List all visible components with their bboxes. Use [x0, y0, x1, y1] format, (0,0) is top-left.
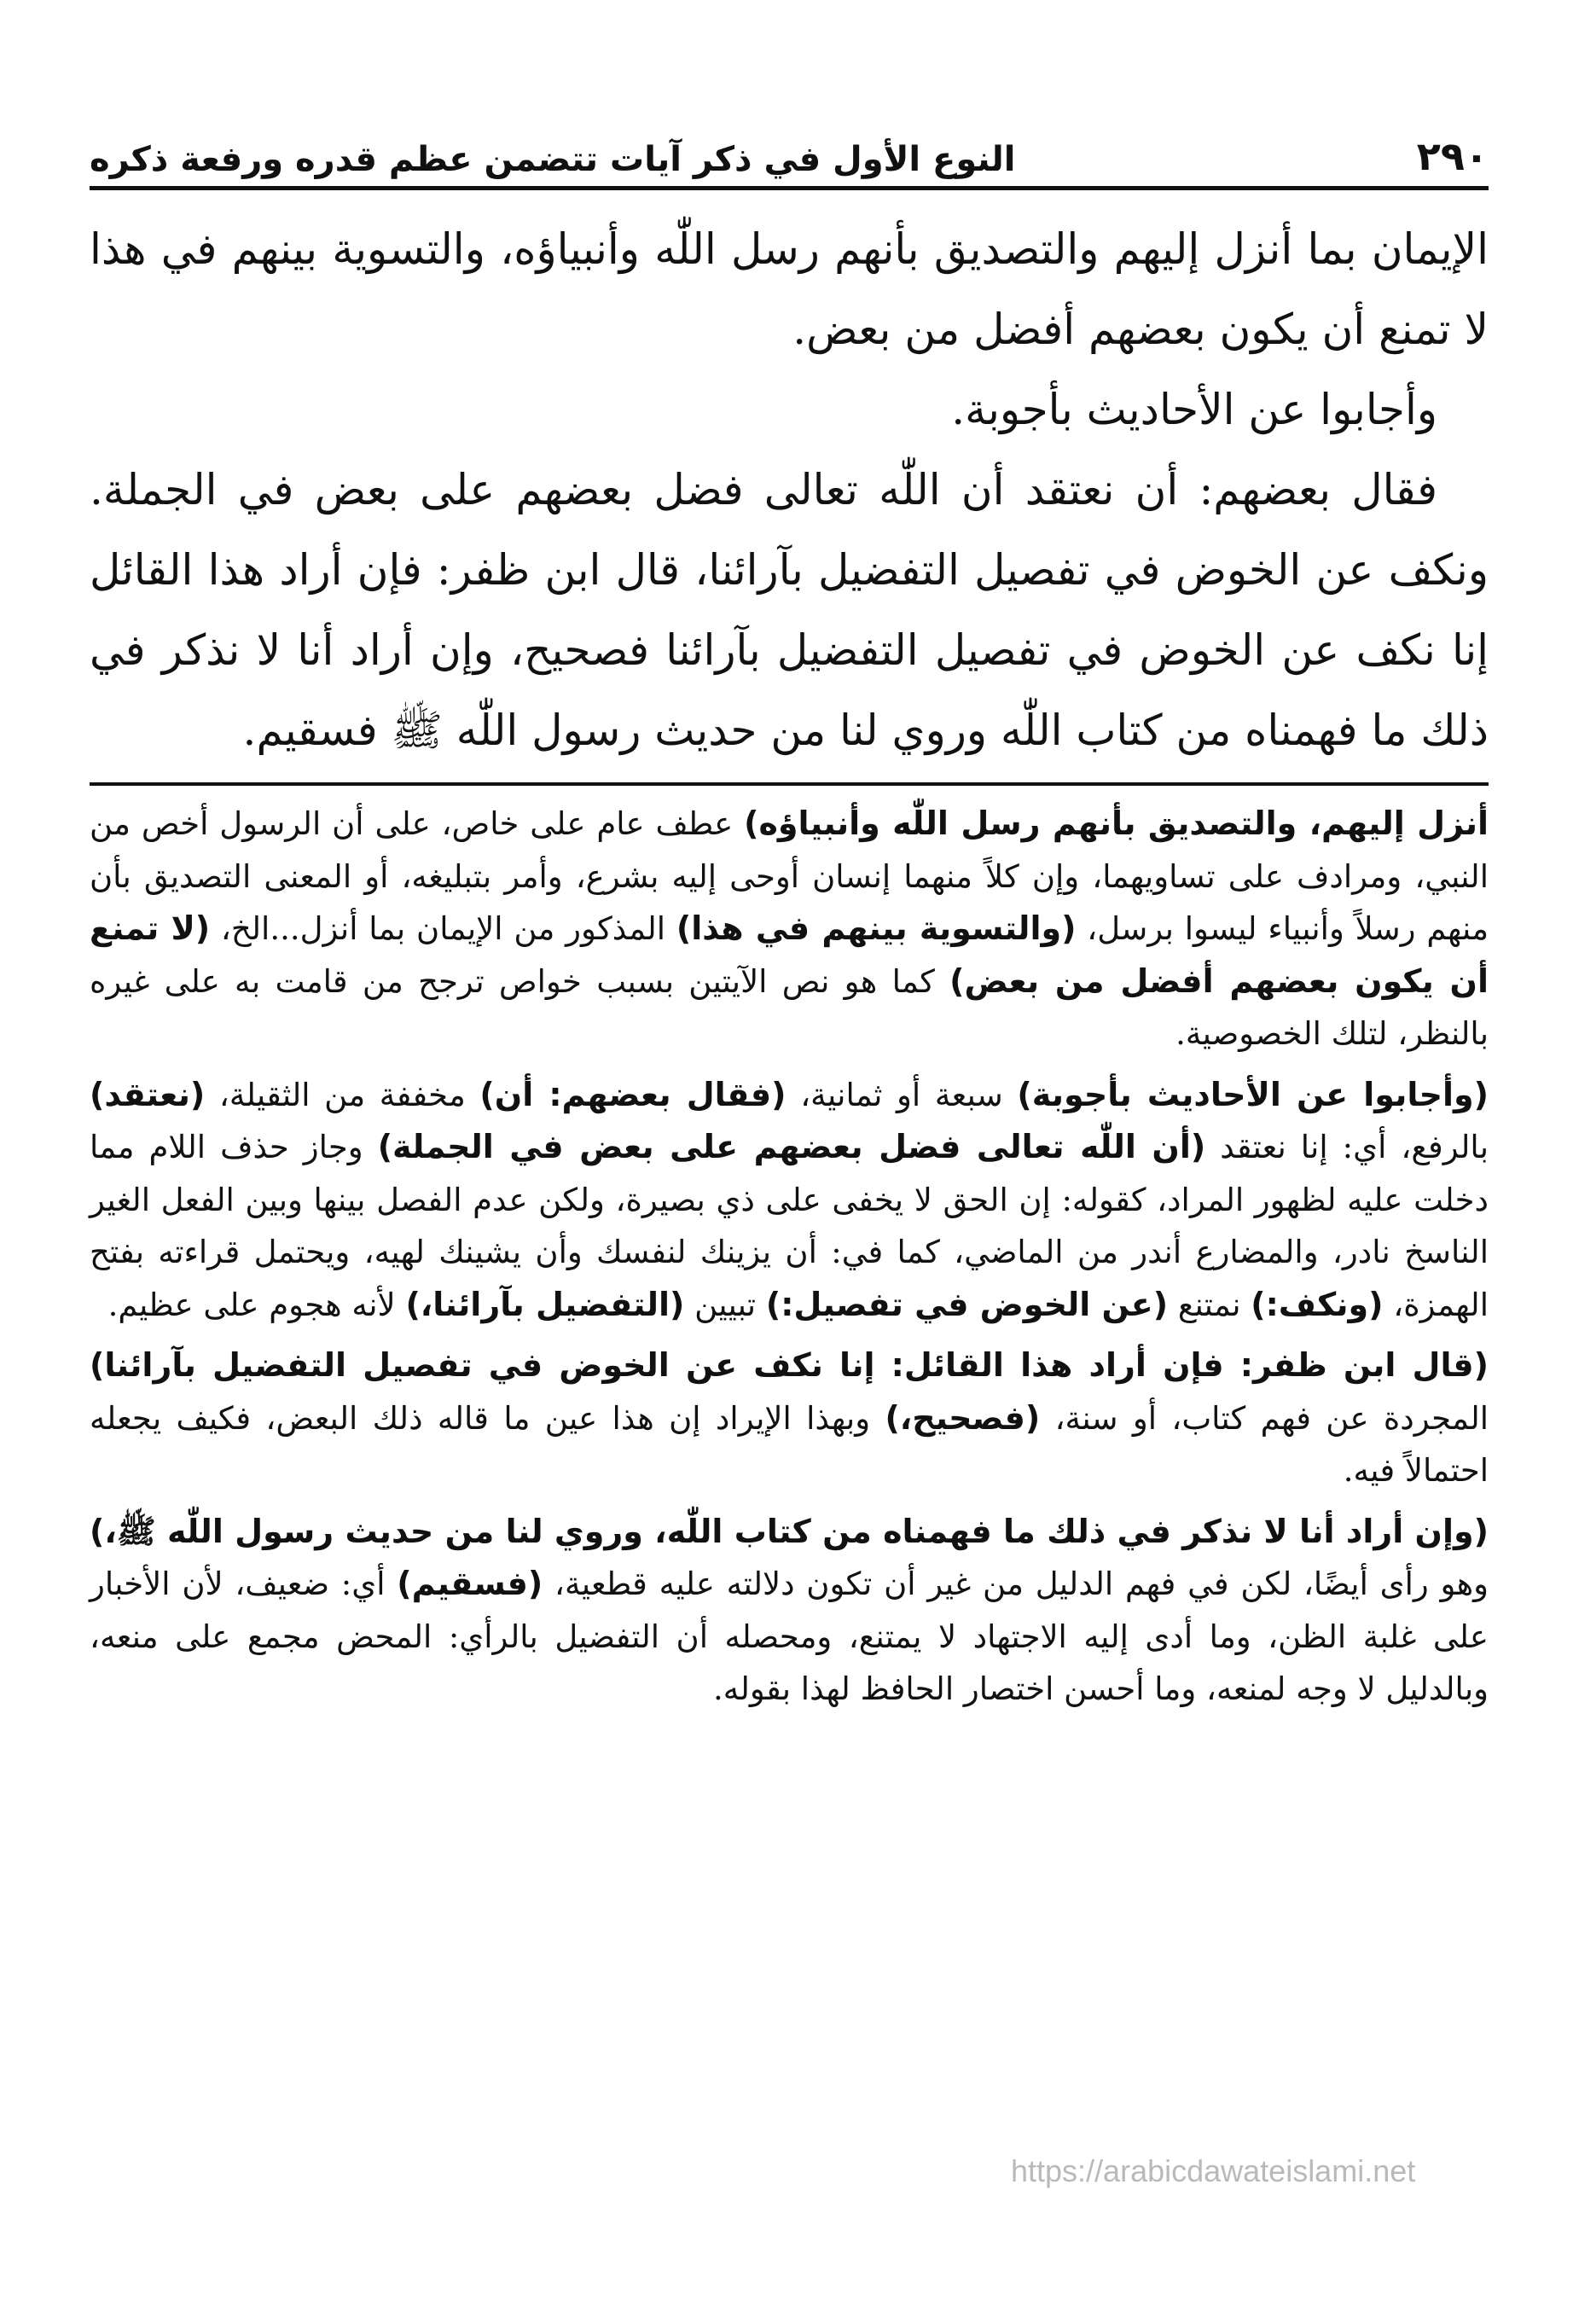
commentary-text: مخففة من الثقيلة،: [205, 1076, 480, 1113]
commentary-paragraph-3: [90, 1339, 1489, 1497]
commentary-text: تبيين: [684, 1286, 766, 1323]
quoted-text: (فسقيم): [397, 1565, 543, 1602]
commentary-text: كما هو نص الآيتين بسبب خواص ترجح من قامت به على غيره بالنظر، لتلك الخصوصية.: [90, 962, 1489, 1052]
quoted-text: (قال ابن ظفر: فإن أراد هذا القائل: إنا نكف عن الخوض في تفصيل التفضيل بآرائنا): [90, 1346, 1489, 1384]
quoted-text: أنزل إليهم، والتصديق بأنهم رسل اللّٰه وأنبياؤه): [744, 805, 1489, 842]
commentary-paragraph-4: [90, 1506, 1489, 1716]
commentary-text: عطف عام على خاص، على أن الرسول أخص من النبي، ومرادف على تساويهما، وإن كلاً منهما إنسان أوحى إليه بشرع، وأمر بتبليغه، أو المعنى التصديق بأن منهم رسلاً وأنبياء ليسوا برسل،: [90, 805, 1489, 947]
commentary-text: وهو رأى أيضًا، لكن في فهم الدليل من غير أن تكون دلالته عليه قطعية،: [543, 1566, 1489, 1602]
quoted-text: (فقال بعضهم: أن): [479, 1075, 786, 1113]
commentary-text: أي: ضعيف، لأن الأخبار على غلبة الظن، وما أدى إليه الاجتهاد لا يمتنع، ومحصله أن التفضيل بالرأي: المحض مجمع على منعه، وبالدليل لا وجه لمنعه، وما أحسن اختصار الحافظ لهذا بقوله.: [90, 1566, 1489, 1707]
commentary-section: [90, 798, 1489, 1716]
page-number: ٢٩٠: [1416, 133, 1489, 179]
main-paragraph-3: فقال بعضهم: أن نعتقد أن اللّٰه تعالى فضل بعضهم على بعض في الجملة. ونكف عن الخوض في تفصيل التفضيل بآرائنا، قال ابن ظفر: فإن أراد هذا القائل إنا نكف عن الخوض في تفصيل التفضيل بآرائنا فصحيح، وإن أراد أنا لا نذكر في ذلك ما فهمناه من كتاب اللّٰه وروي لنا من حديث رسول اللّٰه ﷺ فسقيم.: [90, 465, 1489, 755]
commentary-text: المجردة عن فهم كتاب، أو سنة،: [1040, 1399, 1489, 1437]
quoted-text: (لا تمنع أن يكون بعضهم أفضل من بعض): [90, 909, 1489, 1000]
commentary-text: المذكور من الإيمان بما أنزل...الخ،: [210, 910, 676, 947]
commentary-paragraph-2: [90, 1069, 1489, 1332]
running-title: النوع الأول في ذكر آيات تتضمن عظم قدره ورفعة ذكره: [90, 140, 1016, 179]
quoted-text: (والتسوية بينهم في هذا): [676, 909, 1077, 947]
commentary-text: نمتنع: [1168, 1286, 1251, 1323]
book-page: [90, 119, 1489, 1724]
commentary-text: لأنه هجوم على عظيم.: [107, 1286, 406, 1323]
footnote-divider: [90, 782, 1489, 786]
quoted-text: (التفضيل بآرائنا،): [405, 1285, 685, 1323]
quoted-text: (أن اللّٰه تعالى فضل بعضهم على بعض في الجملة): [377, 1128, 1206, 1165]
website-watermark: https://arabicdawateislami.net: [1011, 2153, 1416, 2188]
quoted-text: (فصحيح،): [885, 1398, 1041, 1437]
main-paragraph-2: وأجابوا عن الأحاديث بأجوبة.: [951, 385, 1437, 434]
quoted-text: (وإن أراد أنا لا نذكر في ذلك ما فهمناه من كتاب اللّٰه، وروي لنا من حديث رسول اللّٰه ﷺ،): [90, 1512, 1489, 1550]
quoted-text: (وأجابوا عن الأحاديث بأجوبة): [1017, 1075, 1489, 1113]
commentary-text: وجاز حذف اللام مما دخلت عليه لظهور المراد، كقوله: إن الحق لا يخفى على ذي بصيرة، ولكن عدم الفصل بينها وبين الفعل الغير الناسخ نادر، والمضارع أندر من الماضي، كما في: أن يزينك لنفسك وأن يشينك لهيه، ويحتمل قراءته بفتح الهمزة،: [90, 1129, 1489, 1323]
commentary-text: بالرفع، أي: إنا نعتقد: [1205, 1129, 1489, 1165]
quoted-text: (ونكف:): [1251, 1285, 1384, 1323]
page-header: [90, 119, 1489, 190]
main-text: [90, 209, 1489, 770]
commentary-paragraph-1: [90, 798, 1489, 1060]
quoted-text: (نعتقد): [90, 1075, 206, 1113]
commentary-text: وبهذا الإيراد إن هذا عين ما قاله ذلك البعض، فكيف يجعله احتمالاً فيه.: [90, 1399, 1489, 1489]
main-paragraph-1: الإيمان بما أنزل إليهم والتصديق بأنهم رسل اللّٰه وأنبياؤه، والتسوية بينهم في هذا لا تمنع أن يكون بعضهم أفضل من بعض.: [90, 224, 1489, 354]
commentary-text: سبعة أو ثمانية،: [786, 1076, 1018, 1113]
quoted-text: (عن الخوض في تفصيل:): [765, 1285, 1169, 1323]
